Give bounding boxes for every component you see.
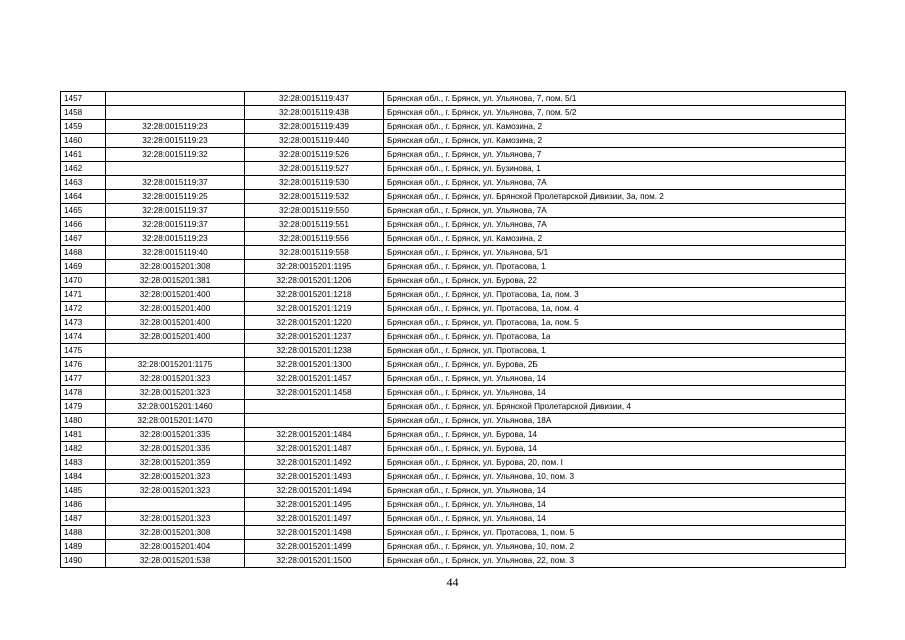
parent-cadastral-number-cell: 32:28:0015119:23	[106, 232, 245, 246]
parent-cadastral-number-cell: 32:28:0015201:323	[106, 512, 245, 526]
parent-cadastral-number-cell: 32:28:0015119:32	[106, 148, 245, 162]
row-number-cell: 1478	[61, 386, 106, 400]
address-cell: Брянская обл., г. Брянск, ул. Ульянова, 7А	[384, 218, 846, 232]
table-row	[61, 120, 846, 134]
parent-cadastral-number-cell: 32:28:0015201:323	[106, 470, 245, 484]
row-number-cell: 1476	[61, 358, 106, 372]
table-row	[61, 414, 846, 428]
address-cell: Брянская обл., г. Брянск, ул. Ульянова, 7, пом. 5/2	[384, 106, 846, 120]
table-row	[61, 288, 846, 302]
address-cell: Брянская обл., г. Брянск, ул. Бурова, 20, пом. I	[384, 456, 846, 470]
cadastral-number-cell: 32:28:0015201:1458	[245, 386, 384, 400]
cadastral-number-cell: 32:28:0015201:1206	[245, 274, 384, 288]
table-row	[61, 372, 846, 386]
address-cell: Брянская обл., г. Брянск, ул. Ульянова, 10, пом. 3	[384, 470, 846, 484]
row-number-cell: 1463	[61, 176, 106, 190]
row-number-cell: 1466	[61, 218, 106, 232]
table-row	[61, 106, 846, 120]
parent-cadastral-number-cell: 32:28:0015119:37	[106, 176, 245, 190]
address-cell: Брянская обл., г. Брянск, ул. Протасова, 1а	[384, 330, 846, 344]
parent-cadastral-number-cell: 32:28:0015201:400	[106, 330, 245, 344]
row-number-cell: 1464	[61, 190, 106, 204]
row-number-cell: 1479	[61, 400, 106, 414]
registry-table-body	[61, 92, 846, 568]
row-number-cell: 1458	[61, 106, 106, 120]
parent-cadastral-number-cell: 32:28:0015201:1470	[106, 414, 245, 428]
address-cell: Брянская обл., г. Брянск, ул. Протасова, 1а, пом. 5	[384, 316, 846, 330]
row-number-cell: 1475	[61, 344, 106, 358]
table-row	[61, 456, 846, 470]
row-number-cell: 1485	[61, 484, 106, 498]
parent-cadastral-number-cell: 32:28:0015201:323	[106, 386, 245, 400]
address-cell: Брянская обл., г. Брянск, ул. Бурова, 14	[384, 428, 846, 442]
table-row	[61, 232, 846, 246]
row-number-cell: 1465	[61, 204, 106, 218]
cadastral-number-cell: 32:28:0015119:439	[245, 120, 384, 134]
cadastral-number-cell: 32:28:0015201:1238	[245, 344, 384, 358]
row-number-cell: 1472	[61, 302, 106, 316]
parent-cadastral-number-cell: 32:28:0015201:323	[106, 372, 245, 386]
row-number-cell: 1473	[61, 316, 106, 330]
address-cell: Брянская обл., г. Брянск, ул. Ульянова, 7	[384, 148, 846, 162]
cadastral-number-cell: 32:28:0015201:1219	[245, 302, 384, 316]
row-number-cell: 1488	[61, 526, 106, 540]
row-number-cell: 1477	[61, 372, 106, 386]
address-cell: Брянская обл., г. Брянск, ул. Ульянова, 7А	[384, 176, 846, 190]
row-number-cell: 1462	[61, 162, 106, 176]
parent-cadastral-number-cell: 32:28:0015201:404	[106, 540, 245, 554]
cadastral-number-cell: 32:28:0015201:1457	[245, 372, 384, 386]
address-cell: Брянская обл., г. Брянск, ул. Протасова, 1а, пом. 4	[384, 302, 846, 316]
cadastral-number-cell: 32:28:0015201:1495	[245, 498, 384, 512]
address-cell: Брянская обл., г. Брянск, ул. Бузинова, 1	[384, 162, 846, 176]
table-row	[61, 344, 846, 358]
table-row	[61, 540, 846, 554]
parent-cadastral-number-cell: 32:28:0015119:40	[106, 246, 245, 260]
cadastral-number-cell: 32:28:0015119:532	[245, 190, 384, 204]
parent-cadastral-number-cell: 32:28:0015119:23	[106, 120, 245, 134]
parent-cadastral-number-cell: 32:28:0015119:25	[106, 190, 245, 204]
cadastral-number-cell: 32:28:0015201:1499	[245, 540, 384, 554]
table-row	[61, 148, 846, 162]
row-number-cell: 1487	[61, 512, 106, 526]
row-number-cell: 1469	[61, 260, 106, 274]
row-number-cell: 1467	[61, 232, 106, 246]
parent-cadastral-number-cell: 32:28:0015201:335	[106, 428, 245, 442]
page-number: 44	[446, 575, 459, 589]
address-cell: Брянская обл., г. Брянск, ул. Ульянова, 7, пом. 5/1	[384, 92, 846, 106]
row-number-cell: 1486	[61, 498, 106, 512]
address-cell: Брянская обл., г. Брянск, ул. Брянской Пролетарской Дивизии, 4	[384, 400, 846, 414]
cadastral-number-cell: 32:28:0015201:1487	[245, 442, 384, 456]
table-row	[61, 218, 846, 232]
table-row	[61, 260, 846, 274]
table-row	[61, 512, 846, 526]
address-cell: Брянская обл., г. Брянск, ул. Протасова, 1а, пом. 3	[384, 288, 846, 302]
cadastral-number-cell: 32:28:0015119:526	[245, 148, 384, 162]
row-number-cell: 1470	[61, 274, 106, 288]
cadastral-number-cell: 32:28:0015201:1300	[245, 358, 384, 372]
table-row	[61, 386, 846, 400]
cadastral-number-cell: 32:28:0015201:1498	[245, 526, 384, 540]
registry-table	[60, 91, 846, 568]
table-row	[61, 190, 846, 204]
cadastral-number-cell: 32:28:0015119:530	[245, 176, 384, 190]
cadastral-number-cell: 32:28:0015201:1220	[245, 316, 384, 330]
address-cell: Брянская обл., г. Брянск, ул. Бурова, 14	[384, 442, 846, 456]
table-row	[61, 162, 846, 176]
table-row	[61, 176, 846, 190]
table-row	[61, 134, 846, 148]
table-row	[61, 274, 846, 288]
address-cell: Брянская обл., г. Брянск, ул. Протасова, 1, пом. 5	[384, 526, 846, 540]
address-cell: Брянская обл., г. Брянск, ул. Протасова, 1	[384, 260, 846, 274]
cadastral-number-cell: 32:28:0015119:438	[245, 106, 384, 120]
cadastral-number-cell: 32:28:0015119:556	[245, 232, 384, 246]
cadastral-number-cell: 32:28:0015201:1492	[245, 456, 384, 470]
parent-cadastral-number-cell: 32:28:0015119:37	[106, 204, 245, 218]
parent-cadastral-number-cell: 32:28:0015201:323	[106, 484, 245, 498]
parent-cadastral-number-cell	[106, 498, 245, 512]
row-number-cell: 1468	[61, 246, 106, 260]
parent-cadastral-number-cell	[106, 106, 245, 120]
cadastral-number-cell: 32:28:0015201:1484	[245, 428, 384, 442]
address-cell: Брянская обл., г. Брянск, ул. Камозина, 2	[384, 232, 846, 246]
parent-cadastral-number-cell: 32:28:0015201:359	[106, 456, 245, 470]
address-cell: Брянская обл., г. Брянск, ул. Ульянова, 14	[384, 372, 846, 386]
address-cell: Брянская обл., г. Брянск, ул. Камозина, 2	[384, 120, 846, 134]
address-cell: Брянская обл., г. Брянск, ул. Ульянова, 14	[384, 484, 846, 498]
parent-cadastral-number-cell: 32:28:0015119:23	[106, 134, 245, 148]
row-number-cell: 1482	[61, 442, 106, 456]
address-cell: Брянская обл., г. Брянск, ул. Ульянова, 18А	[384, 414, 846, 428]
table-row	[61, 302, 846, 316]
address-cell: Брянская обл., г. Брянск, ул. Ульянова, 10, пом. 2	[384, 540, 846, 554]
address-cell: Брянская обл., г. Брянск, ул. Камозина, 2	[384, 134, 846, 148]
row-number-cell: 1483	[61, 456, 106, 470]
table-row	[61, 400, 846, 414]
row-number-cell: 1457	[61, 92, 106, 106]
table-row	[61, 442, 846, 456]
table-row	[61, 470, 846, 484]
parent-cadastral-number-cell: 32:28:0015201:1175	[106, 358, 245, 372]
parent-cadastral-number-cell	[106, 92, 245, 106]
row-number-cell: 1489	[61, 540, 106, 554]
table-row	[61, 484, 846, 498]
parent-cadastral-number-cell	[106, 344, 245, 358]
cadastral-number-cell: 32:28:0015201:1237	[245, 330, 384, 344]
address-cell: Брянская обл., г. Брянск, ул. Ульянова, 14	[384, 498, 846, 512]
address-cell: Брянская обл., г. Брянск, ул. Брянской Пролетарской Дивизии, 3а, пом. 2	[384, 190, 846, 204]
cadastral-number-cell: 32:28:0015201:1500	[245, 554, 384, 568]
table-row	[61, 316, 846, 330]
parent-cadastral-number-cell: 32:28:0015119:37	[106, 218, 245, 232]
row-number-cell: 1461	[61, 148, 106, 162]
row-number-cell: 1490	[61, 554, 106, 568]
cadastral-number-cell: 32:28:0015119:440	[245, 134, 384, 148]
cadastral-number-cell	[245, 414, 384, 428]
parent-cadastral-number-cell: 32:28:0015201:400	[106, 302, 245, 316]
row-number-cell: 1460	[61, 134, 106, 148]
cadastral-number-cell: 32:28:0015119:527	[245, 162, 384, 176]
table-row	[61, 526, 846, 540]
cadastral-number-cell	[245, 400, 384, 414]
table-row	[61, 554, 846, 568]
table-row	[61, 498, 846, 512]
parent-cadastral-number-cell: 32:28:0015201:381	[106, 274, 245, 288]
cadastral-number-cell: 32:28:0015201:1494	[245, 484, 384, 498]
address-cell: Брянская обл., г. Брянск, ул. Бурова, 22	[384, 274, 846, 288]
cadastral-number-cell: 32:28:0015119:551	[245, 218, 384, 232]
parent-cadastral-number-cell: 32:28:0015201:308	[106, 526, 245, 540]
cadastral-number-cell: 32:28:0015119:558	[245, 246, 384, 260]
parent-cadastral-number-cell	[106, 162, 245, 176]
cadastral-number-cell: 32:28:0015201:1493	[245, 470, 384, 484]
address-cell: Брянская обл., г. Брянск, ул. Ульянова, 22, пом. 3	[384, 554, 846, 568]
table-row	[61, 246, 846, 260]
row-number-cell: 1471	[61, 288, 106, 302]
row-number-cell: 1459	[61, 120, 106, 134]
parent-cadastral-number-cell: 32:28:0015201:538	[106, 554, 245, 568]
row-number-cell: 1481	[61, 428, 106, 442]
row-number-cell: 1474	[61, 330, 106, 344]
parent-cadastral-number-cell: 32:28:0015201:308	[106, 260, 245, 274]
cadastral-number-cell: 32:28:0015201:1195	[245, 260, 384, 274]
address-cell: Брянская обл., г. Брянск, ул. Протасова, 1	[384, 344, 846, 358]
cadastral-number-cell: 32:28:0015201:1497	[245, 512, 384, 526]
cadastral-number-cell: 32:28:0015201:1218	[245, 288, 384, 302]
row-number-cell: 1480	[61, 414, 106, 428]
address-cell: Брянская обл., г. Брянск, ул. Ульянова, 14	[384, 386, 846, 400]
table-row	[61, 358, 846, 372]
table-row	[61, 92, 846, 106]
cadastral-number-cell: 32:28:0015119:437	[245, 92, 384, 106]
address-cell: Брянская обл., г. Брянск, ул. Ульянова, 14	[384, 512, 846, 526]
cadastral-number-cell: 32:28:0015119:550	[245, 204, 384, 218]
address-cell: Брянская обл., г. Брянск, ул. Бурова, 2Б	[384, 358, 846, 372]
parent-cadastral-number-cell: 32:28:0015201:335	[106, 442, 245, 456]
parent-cadastral-number-cell: 32:28:0015201:400	[106, 316, 245, 330]
row-number-cell: 1484	[61, 470, 106, 484]
address-cell: Брянская обл., г. Брянск, ул. Ульянова, 5/1	[384, 246, 846, 260]
table-row	[61, 330, 846, 344]
table-row	[61, 204, 846, 218]
parent-cadastral-number-cell: 32:28:0015201:400	[106, 288, 245, 302]
parent-cadastral-number-cell: 32:28:0015201:1460	[106, 400, 245, 414]
table-row	[61, 428, 846, 442]
address-cell: Брянская обл., г. Брянск, ул. Ульянова, 7А	[384, 204, 846, 218]
